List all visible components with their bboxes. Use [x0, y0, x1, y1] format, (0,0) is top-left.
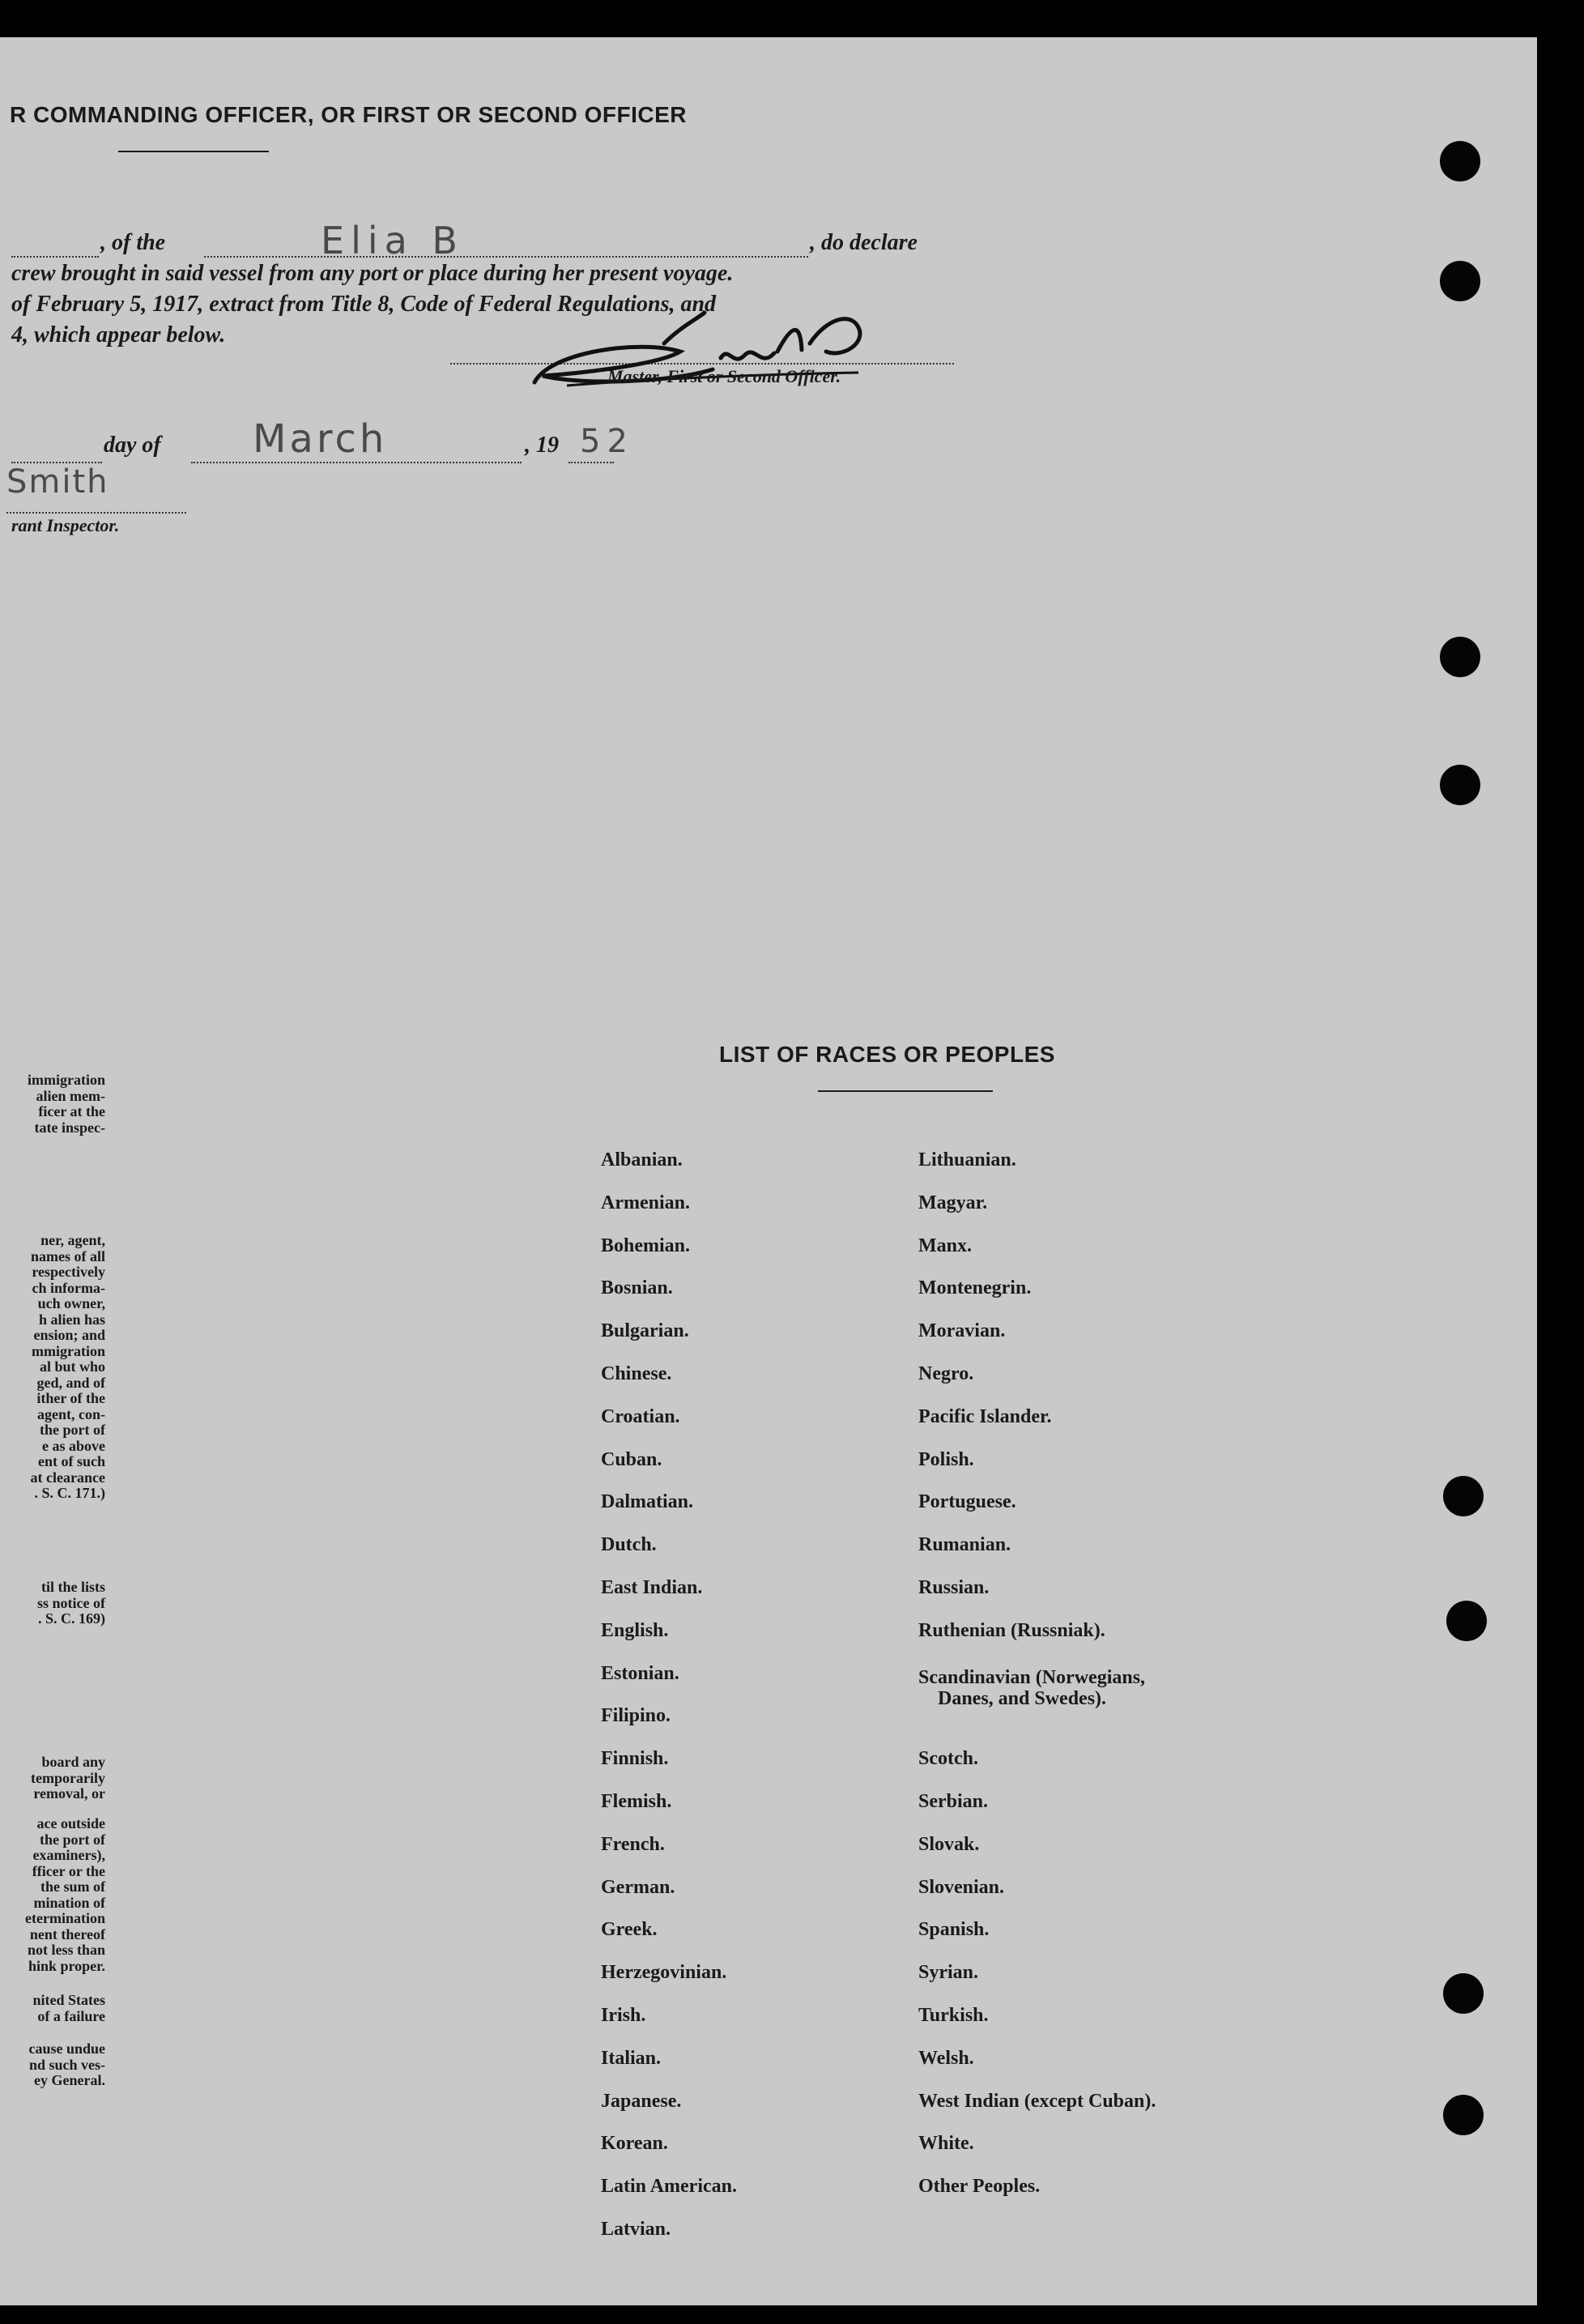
list-title: LIST OF RACES OR PEOPLES — [719, 1042, 1055, 1067]
race-list-item: Pacific Islander. — [918, 1405, 1052, 1427]
vessel-name-line — [204, 256, 808, 258]
race-list-item: Polish. — [918, 1448, 974, 1470]
race-list-item: Slovenian. — [918, 1876, 1005, 1898]
inspector-signature: Smith — [6, 463, 109, 501]
binder-hole-icon — [1440, 765, 1480, 805]
race-list-item: Moravian. — [918, 1320, 1006, 1342]
race-list-item: Croatian. — [601, 1405, 680, 1427]
race-list-item: Bosnian. — [601, 1277, 673, 1299]
declaration-do-declare: , do declare — [810, 230, 918, 255]
document-page — [0, 37, 1537, 2305]
inspector-caption: rant Inspector. — [11, 515, 120, 535]
binder-hole-icon — [1446, 1601, 1487, 1641]
race-list-item: German. — [601, 1876, 675, 1898]
dotted-line — [11, 256, 99, 258]
race-list-item: Estonian. — [601, 1662, 679, 1684]
signature-caption: Master, First or Second Officer. — [607, 366, 841, 386]
race-list-item: Scandinavian (Norwegians, Danes, and Swedes). — [918, 1666, 1146, 1709]
race-list-item: Russian. — [918, 1577, 990, 1598]
race-list-item: Rumanian. — [918, 1534, 1011, 1556]
margin-fragment-1: immigration alien mem- ficer at the tate inspec- — [28, 1072, 105, 1136]
declaration-line-2: crew brought in said vessel from any port or place during her present voyage. — [11, 261, 734, 286]
race-list-item: Chinese. — [601, 1363, 672, 1384]
race-list-item: Scotch. — [918, 1748, 978, 1770]
binder-hole-icon — [1443, 1476, 1484, 1516]
race-list-item: Finnish. — [601, 1748, 669, 1770]
race-list-item: English. — [601, 1619, 669, 1641]
race-list-item: Magyar. — [918, 1192, 988, 1213]
race-list-item: Greek. — [601, 1919, 658, 1941]
race-list-item: Other Peoples. — [918, 2176, 1041, 2198]
list-title-rule — [818, 1090, 993, 1092]
vessel-name-handwritten: Elia B — [321, 219, 464, 262]
race-list-item: Spanish. — [918, 1919, 990, 1941]
race-list-item: Bohemian. — [601, 1234, 691, 1256]
margin-fragment-3: til the lists ss notice of . S. C. 169) — [37, 1579, 105, 1627]
binder-hole-icon — [1440, 261, 1480, 301]
race-list-item: West Indian (except Cuban). — [918, 2090, 1156, 2112]
race-list-item: Latvian. — [601, 2219, 671, 2240]
margin-fragment-7: cause undue nd such ves- ey General. — [28, 2040, 105, 2088]
race-list-item: Dalmatian. — [601, 1491, 693, 1513]
race-list-item: Lithuanian. — [918, 1149, 1016, 1171]
date-day-of: day of — [104, 433, 161, 458]
date-year-prefix: , 19 — [525, 433, 559, 458]
race-list-item: Filipino. — [601, 1705, 671, 1727]
year-line — [568, 462, 614, 463]
race-list-item: Portuguese. — [918, 1491, 1016, 1513]
margin-fragment-5: ace outside the port of examiners), fficer or the the sum of mination of etermination nent thereof not less than hink proper. — [25, 1815, 105, 1974]
race-list-item: Irish. — [601, 2005, 646, 2026]
race-list-item: French. — [601, 1833, 665, 1855]
declaration-line-4: 4, which appear below. — [11, 322, 226, 348]
race-list-item: Flemish. — [601, 1791, 672, 1812]
race-list-item: Cuban. — [601, 1448, 662, 1470]
race-list-item: Montenegrin. — [918, 1277, 1032, 1299]
race-list-item: East Indian. — [601, 1577, 703, 1598]
race-list-item: Negro. — [918, 1363, 974, 1384]
binder-hole-icon — [1443, 1973, 1484, 2014]
race-list-item: White. — [918, 2133, 974, 2155]
race-list-item: Italian. — [601, 2047, 662, 2069]
race-list-item: Armenian. — [601, 1192, 690, 1213]
race-list-item: Syrian. — [918, 1962, 979, 1984]
race-list-item: Serbian. — [918, 1791, 989, 1812]
margin-fragment-4: board any temporarily removal, or — [31, 1754, 105, 1802]
year-handwritten: 52 — [580, 423, 634, 460]
section-heading: R COMMANDING OFFICER, OR FIRST OR SECOND OFFICER — [10, 102, 687, 127]
race-list-item: Manx. — [918, 1234, 972, 1256]
race-list-item: Ruthenian (Russniak). — [918, 1619, 1105, 1641]
binder-hole-icon — [1443, 2095, 1484, 2135]
declaration-of-the: , of the — [100, 230, 166, 255]
binder-hole-icon — [1440, 637, 1480, 677]
race-list-item: Japanese. — [601, 2090, 682, 2112]
race-list-item: Herzegovinian. — [601, 1962, 727, 1984]
margin-fragment-6: nited States of a failure — [32, 1992, 105, 2024]
declaration-line-3: of February 5, 1917, extract from Title 8, Code of Federal Regulations, and — [11, 292, 717, 317]
month-line — [191, 462, 522, 463]
binder-hole-icon — [1440, 141, 1480, 181]
race-list-item: Slovak. — [918, 1833, 980, 1855]
race-list-item: Korean. — [601, 2133, 668, 2155]
inspector-line — [6, 512, 186, 514]
race-list-item: Bulgarian. — [601, 1320, 689, 1342]
heading-rule — [118, 151, 269, 152]
race-list-item: Albanian. — [601, 1149, 683, 1171]
race-list-item: Turkish. — [918, 2005, 989, 2026]
month-handwritten: March — [253, 416, 388, 462]
race-list-item: Latin American. — [601, 2176, 737, 2198]
race-list-item: Welsh. — [918, 2047, 974, 2069]
race-list-item: Dutch. — [601, 1534, 657, 1556]
margin-fragment-2: ner, agent, names of all respectively ch informa- uch owner, h alien has ension; and mmigration al but who ged, and of ither of the agent, con- the port of e as above ent of such at clearance . S. C. 171.) — [30, 1232, 105, 1501]
